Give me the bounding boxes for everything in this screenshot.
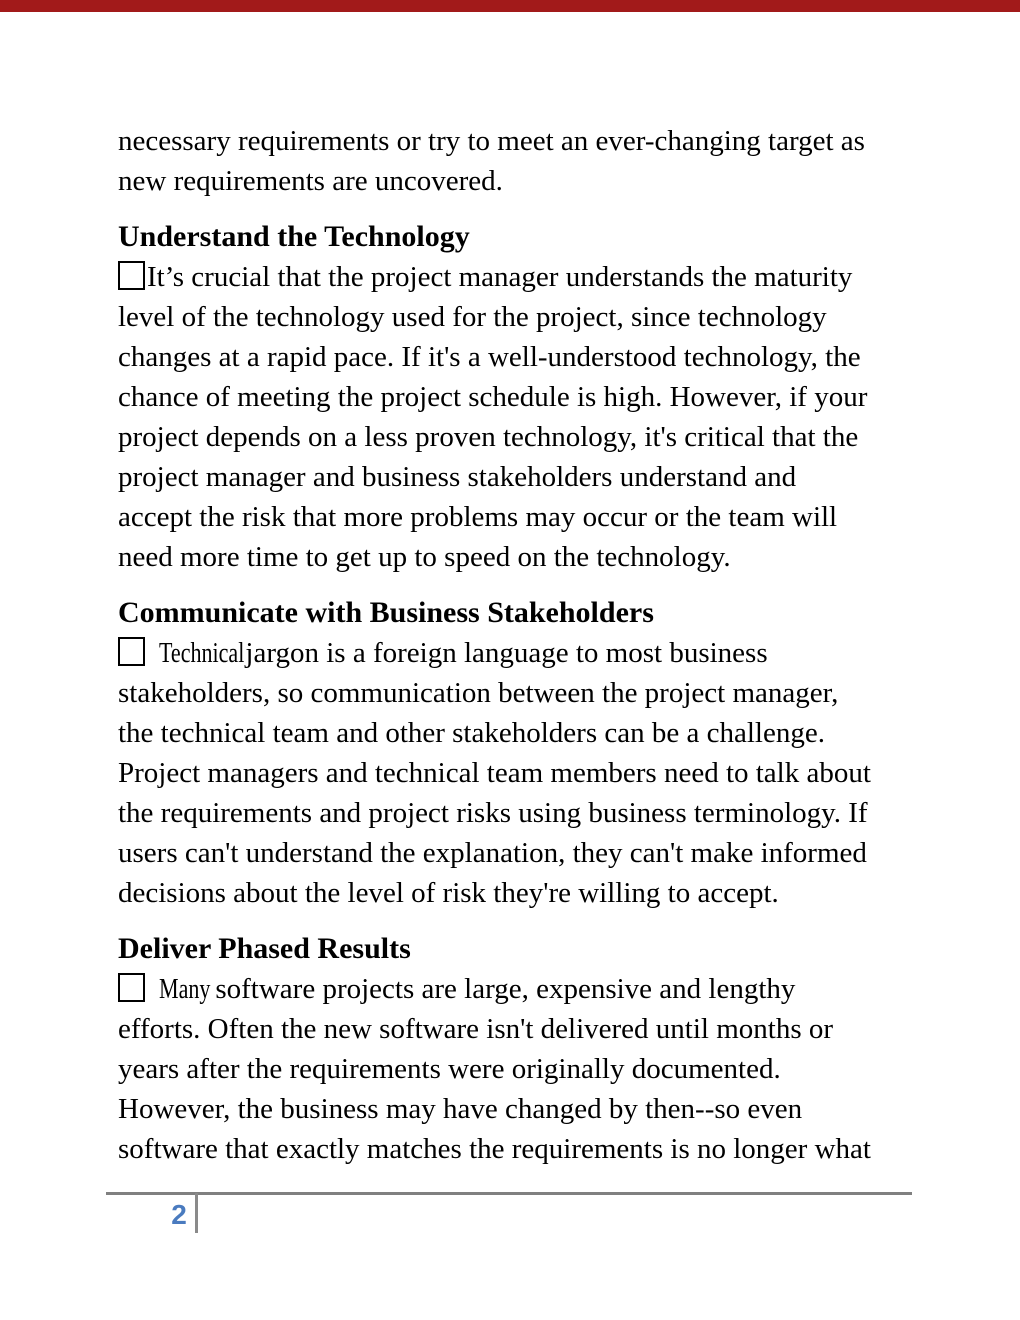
section-paragraph — [118, 969, 918, 1169]
text-line — [118, 633, 918, 673]
footer-rule — [106, 1192, 912, 1195]
line-text: level of the technology used for the project, since technology — [118, 301, 827, 333]
line-text: stakeholders, so communication between the project manager, — [118, 677, 839, 709]
document-body — [118, 121, 918, 1169]
section-paragraph — [118, 257, 918, 577]
text-line — [118, 1009, 918, 1049]
line-text: efforts. Often the new software isn't delivered until months or — [118, 1013, 834, 1045]
text-line — [118, 753, 918, 793]
text-line — [118, 257, 918, 297]
empty-checkbox-icon — [118, 973, 145, 1002]
text-line — [118, 377, 918, 417]
lead-word: Technical — [159, 637, 245, 669]
footer-tick-mark — [195, 1193, 198, 1233]
text-line — [118, 969, 918, 1009]
line-text: project depends on a less proven technology, it's critical that the — [118, 421, 859, 453]
text-line — [118, 873, 918, 913]
line-text: chance of meeting the project schedule is high. However, if your — [118, 381, 868, 413]
text-line — [118, 1089, 918, 1129]
line-text: jargon is a foreign language to most business — [245, 637, 768, 669]
empty-checkbox-icon — [118, 637, 145, 666]
line-text: the technical team and other stakeholders can be a challenge. — [118, 717, 825, 749]
text-line — [118, 833, 918, 873]
line-text: accept the risk that more problems may occur or the team will — [118, 501, 838, 533]
intro-paragraph — [118, 121, 918, 201]
line-text: project manager and business stakeholders understand and — [118, 461, 797, 493]
text-line — [118, 297, 918, 337]
text-line — [118, 497, 918, 537]
line-text: years after the requirements were originally documented. — [118, 1053, 781, 1085]
text-line — [118, 161, 918, 201]
page-number: 2 — [171, 1199, 187, 1230]
line-text: changes at a rapid pace. If it's a well-understood technology, the — [118, 341, 861, 373]
text-line — [118, 713, 918, 753]
text-line — [118, 337, 918, 377]
line-text: Project managers and technical team members need to talk about — [118, 757, 871, 789]
line-text: software that exactly matches the requirements is no longer what — [118, 1133, 871, 1165]
line-text: software projects are large, expensive and lengthy — [215, 973, 796, 1005]
text-line — [118, 121, 918, 161]
line-text: the requirements and project risks using business terminology. If — [118, 797, 868, 829]
line-text: decisions about the level of risk they're willing to accept. — [118, 877, 779, 909]
line-text: users can't understand the explanation, they can't make informed — [118, 837, 867, 869]
text-line — [118, 537, 918, 577]
line-text: However, the business may have changed by then--so even — [118, 1093, 803, 1125]
section-heading-communicate-with-business-stakeholders: Communicate with Business Stakeholders — [118, 596, 654, 629]
line-text: need more time to get up to speed on the technology. — [118, 541, 731, 573]
section-heading-deliver-phased-results: Deliver Phased Results — [118, 932, 411, 965]
text-line — [118, 673, 918, 713]
section-heading-understand-the-technology: Understand the Technology — [118, 220, 470, 253]
text-line — [118, 417, 918, 457]
text-line — [118, 793, 918, 833]
section-paragraph — [118, 633, 918, 913]
text-line — [118, 1049, 918, 1089]
top-red-bar — [0, 0, 1020, 12]
line-text: It’s crucial that the project manager understands the maturity — [147, 261, 853, 293]
text-line — [118, 1129, 918, 1169]
line-text: new requirements are uncovered. — [118, 165, 503, 197]
line-text: necessary requirements or try to meet an ever-changing target as — [118, 125, 865, 157]
text-line — [118, 457, 918, 497]
empty-checkbox-icon — [118, 261, 145, 290]
lead-word: Many — [159, 973, 211, 1005]
